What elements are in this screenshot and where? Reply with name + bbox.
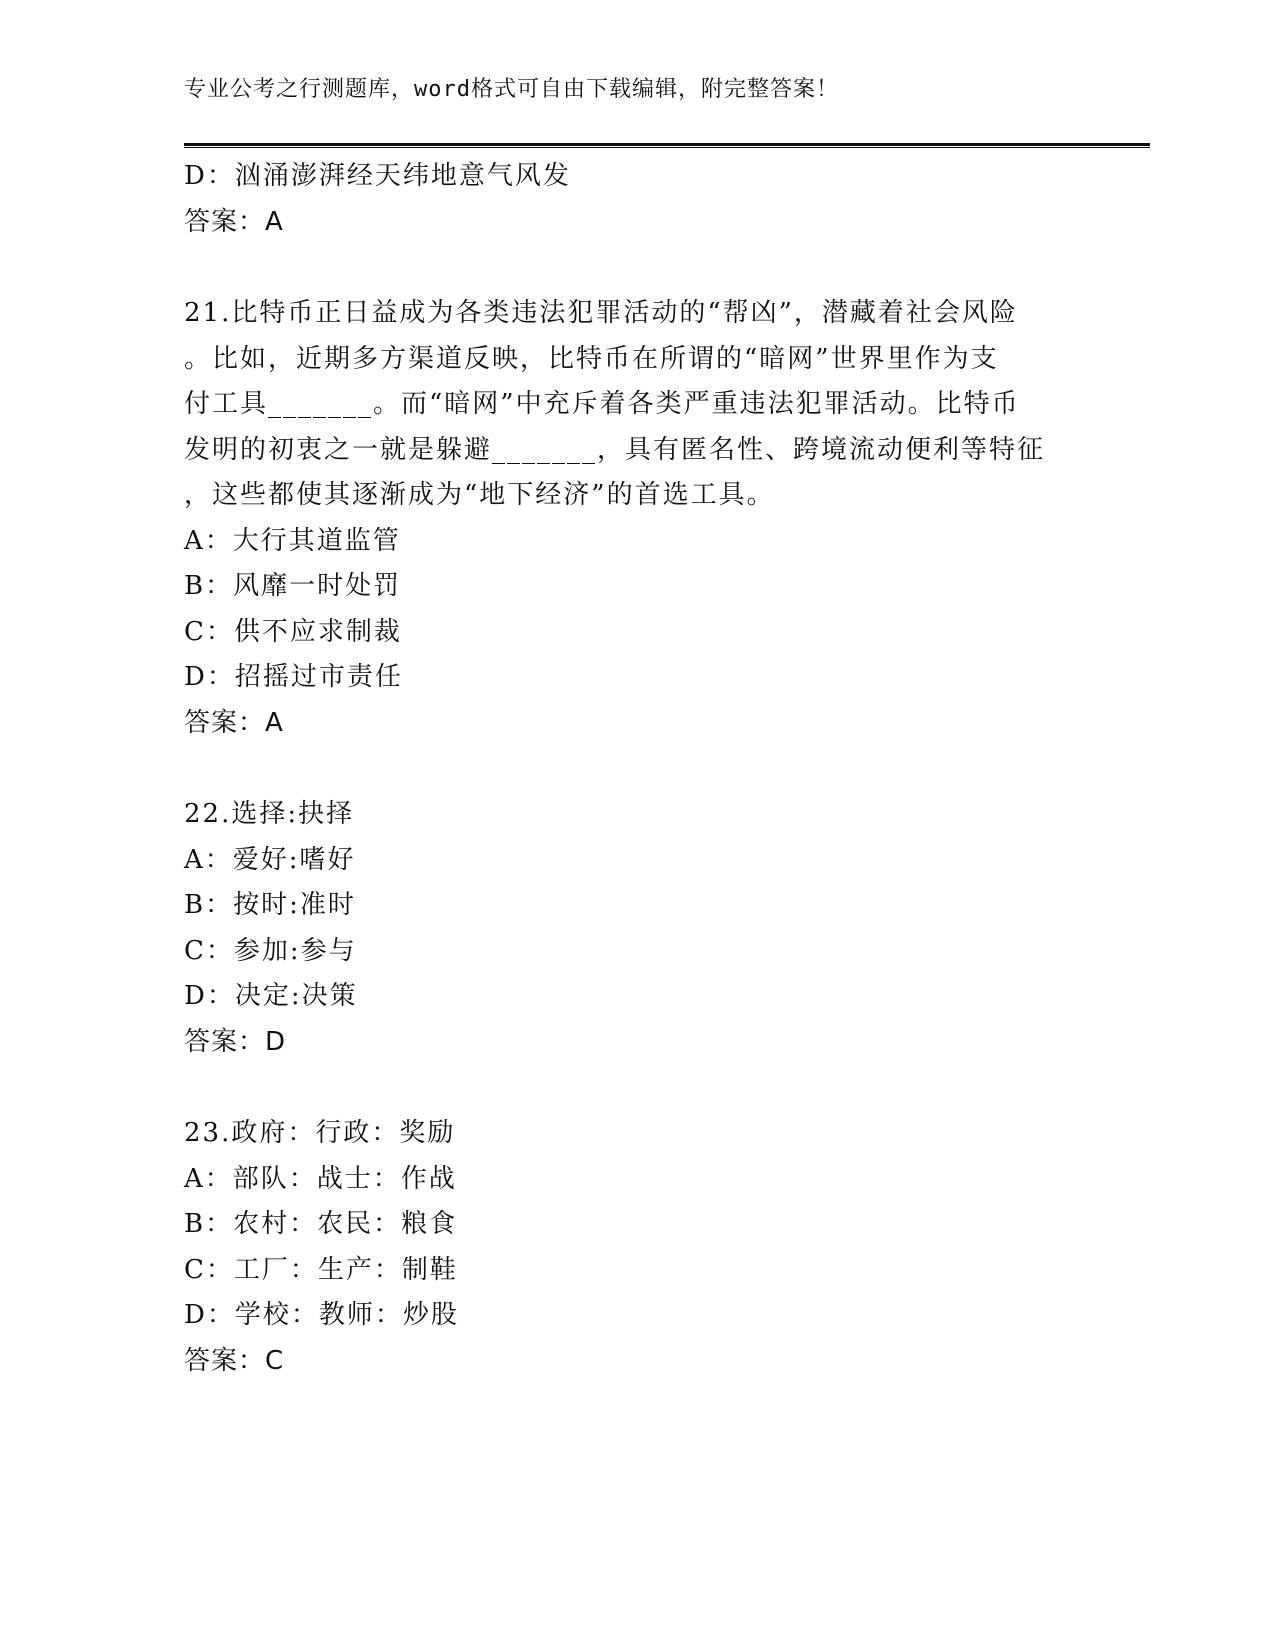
answer-line: 答案：C — [184, 1345, 285, 1376]
option-b: B：农村：农民：粮食 — [184, 1209, 458, 1239]
question-stem-line: ，这些都使其逐渐成为“地下经济”的首选工具。 — [184, 480, 775, 510]
spacer — [184, 746, 1064, 792]
question-stem-line: 付工具_______。而“暗网”中充斥着各类严重违法犯罪活动。比特币 — [184, 389, 1020, 419]
option-d: D：学校：教师：炒股 — [184, 1300, 459, 1330]
page-header: 专业公考之行测题库，word格式可自由下载编辑，附完整答案！ — [184, 77, 839, 102]
spacer — [184, 1065, 1064, 1111]
option-a: A：大行其道监管 — [184, 525, 401, 556]
question-stem-line: 21.比特币正日益成为各类违法犯罪活动的“帮凶”，潜藏着社会风险 — [184, 298, 1018, 328]
question-content — [184, 154, 1064, 1384]
question-stem: 22.选择:抉择 — [184, 799, 355, 829]
option-c: C：参加:参与 — [184, 935, 357, 966]
option-a: A：爱好:嗜好 — [184, 844, 356, 875]
question-23 — [184, 1111, 1064, 1384]
question-21 — [184, 291, 1064, 746]
question-stem-line: 。比如，近期多方渠道反映，比特币在所谓的“暗网”世界里作为支 — [184, 343, 999, 374]
answer-line: 答案：A — [184, 206, 284, 237]
option-a: A：部队：战士：作战 — [184, 1163, 457, 1194]
question-22 — [184, 792, 1064, 1065]
question-stem: 23.政府：行政：奖励 — [184, 1118, 456, 1148]
answer-line: 答案：D — [184, 1026, 287, 1057]
option-d: D：汹涌澎湃经天纬地意气风发 — [184, 161, 571, 191]
option-b: B：按时:准时 — [184, 890, 356, 920]
option-d: D：招摇过市责任 — [184, 662, 403, 692]
spacer — [184, 245, 1064, 291]
option-d: D：决定:决策 — [184, 981, 358, 1011]
option-c: C：工厂：生产：制鞋 — [184, 1254, 458, 1285]
question-stem-line: 发明的初衷之一就是躲避_______，具有匿名性、跨境流动便利等特征 — [184, 434, 1046, 465]
header-divider — [184, 143, 1150, 148]
answer-line: 答案：A — [184, 707, 284, 738]
option-b: B：风靡一时处罚 — [184, 571, 402, 601]
option-c: C：供不应求制裁 — [184, 616, 402, 647]
